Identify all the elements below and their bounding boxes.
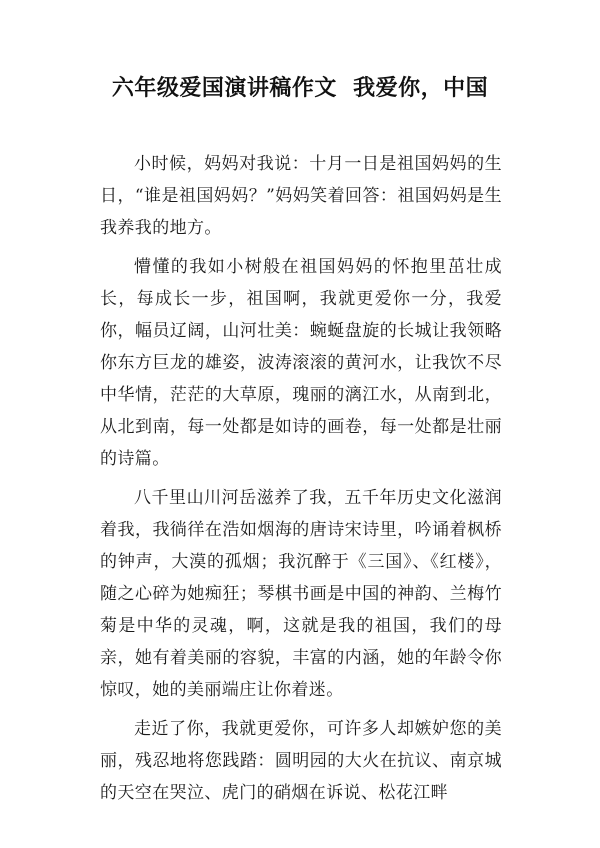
document-title: 六年级爱国演讲稿作文 我爱你，中国: [111, 76, 489, 101]
document-body: [100, 148, 502, 816]
paragraph-4: 走近了你，我就更爱你，可许多人却嫉妒您的美丽，残忍地将您践踏：圆明园的大火在抗议、南京城的天空在哭泣、虎门的硝烟在诉说、松花江畔: [100, 719, 502, 803]
paragraph-1: 小时候，妈妈对我说：十月一日是祖国妈妈的生日，“谁是祖国妈妈？”妈妈笑着回答：祖国妈妈是生我养我的地方。: [100, 154, 502, 238]
paragraph-3: 八千里山川河岳滋养了我，五千年历史文化滋润着我，我徜徉在浩如烟海的唐诗宋诗里，吟诵着枫桥的钟声，大漠的孤烟；我沉醉于《三国》、《红楼》，随之心碎为她痴狂；琴棋书画是中国的神韵、兰梅竹菊是中华的灵魂，啊，这就是我的祖国，我们的母亲，她有着美丽的容貌，丰富的内涵，她的年龄令你惊叹，她的美丽端庄让你着迷。: [100, 488, 502, 700]
paragraph-2: 懵懂的我如小树般在祖国妈妈的怀抱里茁壮成长，每成长一步，祖国啊，我就更爱你一分，我爱你，幅员辽阔，山河壮美：蜿蜒盘旋的长城让我领略你东方巨龙的雄姿，波涛滚滚的黄河水，让我饮不尽中华情，茫茫的大草原，瑰丽的漓江水，从南到北，从北到南，每一处都是如诗的画卷，每一处都是壮丽的诗篇。: [100, 257, 502, 469]
